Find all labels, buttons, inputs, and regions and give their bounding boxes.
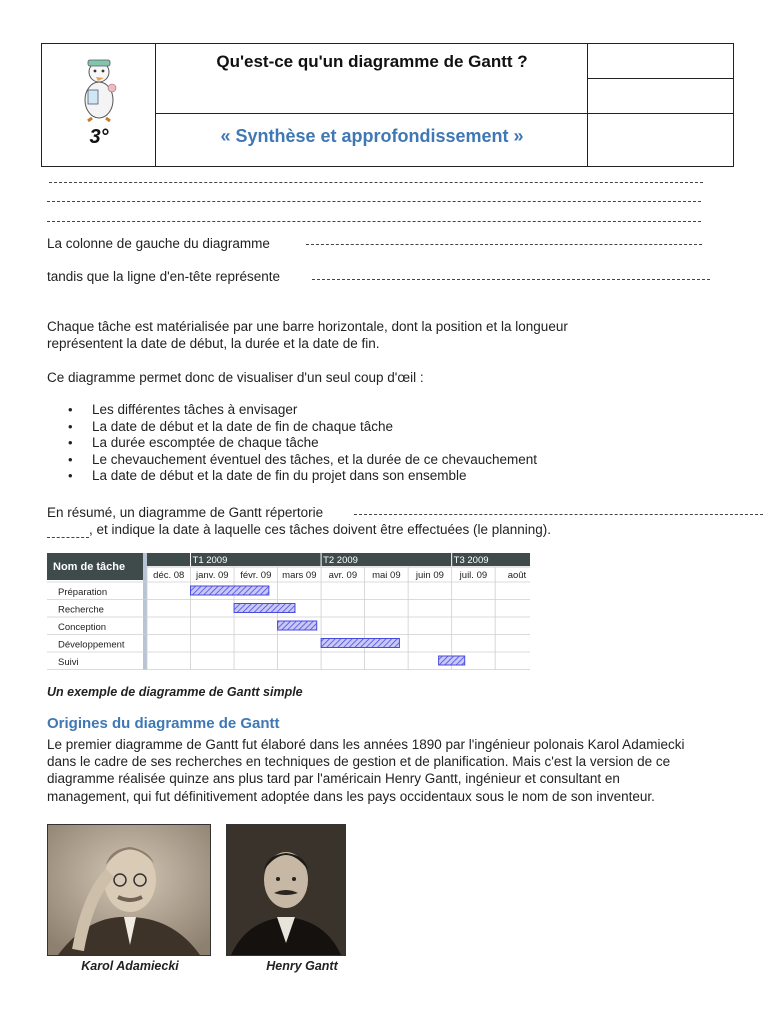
gantt-svg <box>47 553 530 670</box>
list-item: • La date de début et la date de fin du projet dans son ensemble <box>64 468 537 485</box>
gantt-quarter-label: T1 2009 <box>192 555 228 566</box>
origins-heading: Origines du diagramme de Gantt <box>47 715 280 732</box>
answer-line <box>47 201 701 202</box>
adamiecki-photo <box>47 824 211 956</box>
page-title: Qu'est-ce qu'un diagramme de Gantt ? <box>216 52 528 71</box>
answer-line <box>306 244 702 245</box>
gantt-caption: Un exemple de diagramme de Gantt simple <box>47 685 303 699</box>
gantt-separator <box>143 553 147 670</box>
answer-line <box>354 514 763 515</box>
gantt-task-label: Développement <box>58 639 125 651</box>
list-item: • La durée escomptée de chaque tâche <box>64 435 537 452</box>
gantt-month-label: avr. 09 <box>328 570 358 581</box>
origins-line: dans le cadre de ses recherches en techniques de gestion et de planification. Mais c'est la version de ce <box>47 754 671 769</box>
paragraph-line: représentent la date de début, la durée et la date de fin. <box>47 336 380 351</box>
gantt-quarter-label: T3 2009 <box>453 555 489 566</box>
gantt-task-label: Préparation <box>58 587 108 598</box>
answer-line <box>49 182 703 183</box>
answer-line <box>47 221 701 222</box>
list-item: • La date de début et la date de fin de chaque tâche <box>64 419 537 436</box>
gantt-bar <box>321 639 399 648</box>
photo-caption: Henry Gantt <box>266 959 338 973</box>
gantt-bar <box>191 586 269 595</box>
origins-line: Le premier diagramme de Gantt fut élaboré dans les années 1890 par l'ingénieur polonais Karol Adamiecki <box>47 737 685 752</box>
gantt-month-label: mai 09 <box>372 570 401 581</box>
gantt-month-label: févr. 09 <box>240 570 272 581</box>
origins-line: management, qui fut définitivement adoptée dans les pays occidentaux sous le nom de son inventeur. <box>47 789 655 804</box>
gantt-chart <box>47 553 530 670</box>
answer-line <box>47 537 89 538</box>
gantt-photo <box>226 824 346 956</box>
list-item: • Le chevauchement éventuel des tâches, et la durée de ce chevauchement <box>64 452 537 469</box>
header-row-text: tandis que la ligne d'en-tête représente <box>47 269 280 284</box>
gantt-month-label: déc. 08 <box>153 570 185 581</box>
gantt-month-label: juil. 09 <box>459 570 488 581</box>
mascot-illustration <box>74 52 124 122</box>
origins-line: diagramme réalisée quinze ans plus tard par l'américain Henry Gantt, ingénieur et consultant en <box>47 771 620 786</box>
gantt-bar <box>439 656 465 665</box>
list-item: • Les différentes tâches à envisager <box>64 402 537 419</box>
gantt-header-label: Nom de tâche <box>53 561 126 573</box>
gantt-quarter-label: T2 2009 <box>323 555 358 566</box>
gantt-task-label: Conception <box>58 622 107 633</box>
paragraph-line: Chaque tâche est matérialisée par une barre horizontale, dont la position et la longueur <box>47 319 568 334</box>
gantt-bar <box>234 604 295 613</box>
gantt-bar <box>278 621 317 630</box>
answer-line <box>312 279 710 280</box>
gantt-task-label: Recherche <box>58 604 104 616</box>
summary-text: , et indique la date à laquelle ces tâches doivent être effectuées (le planning). <box>89 522 552 537</box>
page-subtitle: « Synthèse et approfondissement » <box>220 126 524 146</box>
gantt-month-label: janv. 09 <box>195 570 229 581</box>
summary-text: En résumé, un diagramme de Gantt répertorie <box>47 505 324 520</box>
paragraph-line: Ce diagramme permet donc de visualiser d'un seul coup d'œil : <box>47 370 424 385</box>
gantt-month-label: août <box>507 570 527 581</box>
header-table <box>41 43 734 167</box>
photo-caption: Karol Adamiecki <box>81 959 179 973</box>
left-column-text: La colonne de gauche du diagramme <box>47 236 270 251</box>
gantt-task-label: Suivi <box>58 657 79 668</box>
gantt-month-label: mars 09 <box>282 570 317 581</box>
bullet-list <box>64 402 537 485</box>
gantt-month-label: juin 09 <box>415 570 444 581</box>
grade-label: 3° <box>89 126 109 148</box>
